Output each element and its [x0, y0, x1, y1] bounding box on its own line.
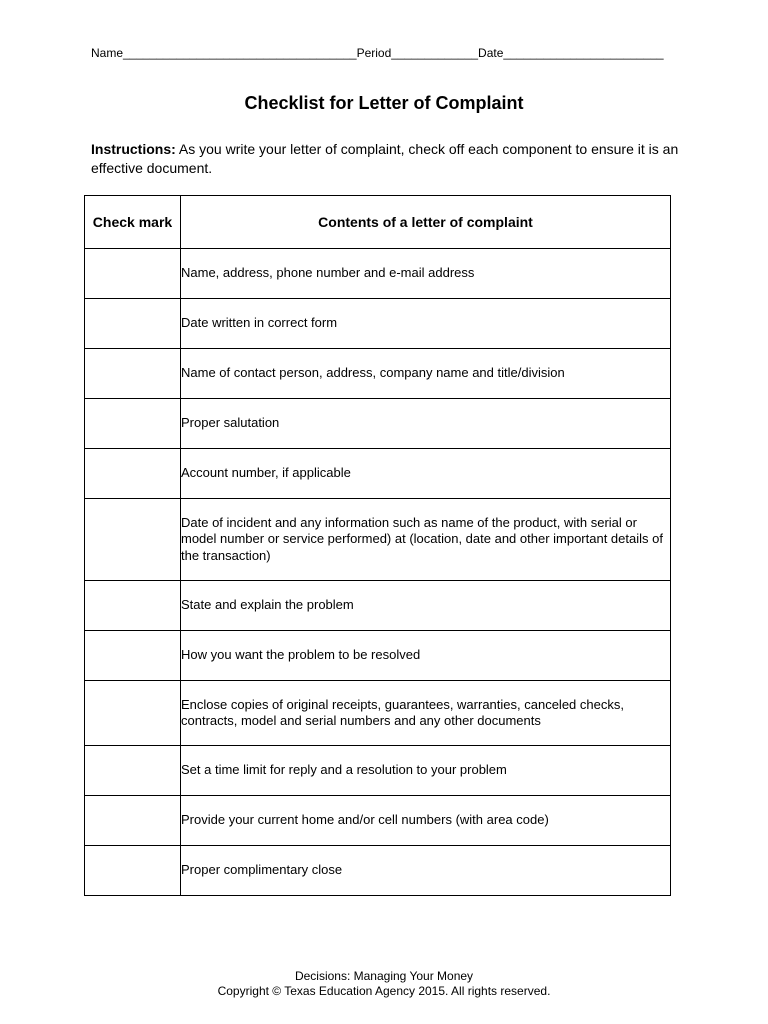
table-row [85, 399, 671, 449]
check-mark-cell[interactable] [85, 796, 181, 846]
check-mark-cell[interactable] [85, 399, 181, 449]
table-row [85, 846, 671, 896]
instructions [91, 140, 691, 178]
page-title: Checklist for Letter of Complaint [244, 93, 524, 113]
check-mark-cell[interactable] [85, 681, 181, 746]
table-header-row [85, 196, 671, 249]
content-cell: Provide your current home and/or cell numbers (with area code) [181, 796, 671, 846]
instructions-text: As you write your letter of complaint, check off each component to ensure it is an effective document. [91, 141, 679, 176]
contents-header: Contents of a letter of complaint [181, 196, 671, 249]
footer-copyright: Copyright © Texas Education Agency 2015. All rights reserved. [217, 984, 551, 998]
check-mark-cell[interactable] [85, 449, 181, 499]
table-row [85, 796, 671, 846]
content-cell: How you want the problem to be resolved [181, 631, 671, 681]
table-row [85, 631, 671, 681]
content-cell: Account number, if applicable [181, 449, 671, 499]
content-cell: Proper complimentary close [181, 846, 671, 896]
content-cell: Date of incident and any information such as name of the product, with serial or model number or service performed) at (location, date and other important details of the transaction) [181, 499, 671, 581]
instructions-label: Instructions: [91, 141, 176, 157]
content-cell: Name of contact person, address, company name and title/division [181, 349, 671, 399]
table-row [85, 349, 671, 399]
checklist-table [84, 195, 671, 896]
check-mark-cell[interactable] [85, 631, 181, 681]
check-mark-cell[interactable] [85, 499, 181, 581]
table-row [85, 299, 671, 349]
check-mark-cell[interactable] [85, 581, 181, 631]
content-cell: Set a time limit for reply and a resolution to your problem [181, 746, 671, 796]
content-cell: Proper salutation [181, 399, 671, 449]
content-cell: Enclose copies of original receipts, guarantees, warranties, canceled checks, contracts, model and serial numbers and any other documents [181, 681, 671, 746]
table-row [85, 681, 671, 746]
check-mark-cell[interactable] [85, 249, 181, 299]
student-info-line: Name___________________________________Period_____________Date________________________ [91, 46, 664, 60]
content-cell: State and explain the problem [181, 581, 671, 631]
check-mark-cell[interactable] [85, 349, 181, 399]
table-row [85, 746, 671, 796]
content-cell: Name, address, phone number and e-mail address [181, 249, 671, 299]
check-mark-cell[interactable] [85, 846, 181, 896]
table-row [85, 581, 671, 631]
table-row [85, 249, 671, 299]
check-mark-cell[interactable] [85, 746, 181, 796]
footer-publication: Decisions: Managing Your Money [294, 969, 474, 983]
check-mark-cell[interactable] [85, 299, 181, 349]
content-cell: Date written in correct form [181, 299, 671, 349]
table-row [85, 499, 671, 581]
page-footer [0, 969, 768, 999]
table-row [85, 449, 671, 499]
check-mark-header: Check mark [85, 196, 181, 249]
